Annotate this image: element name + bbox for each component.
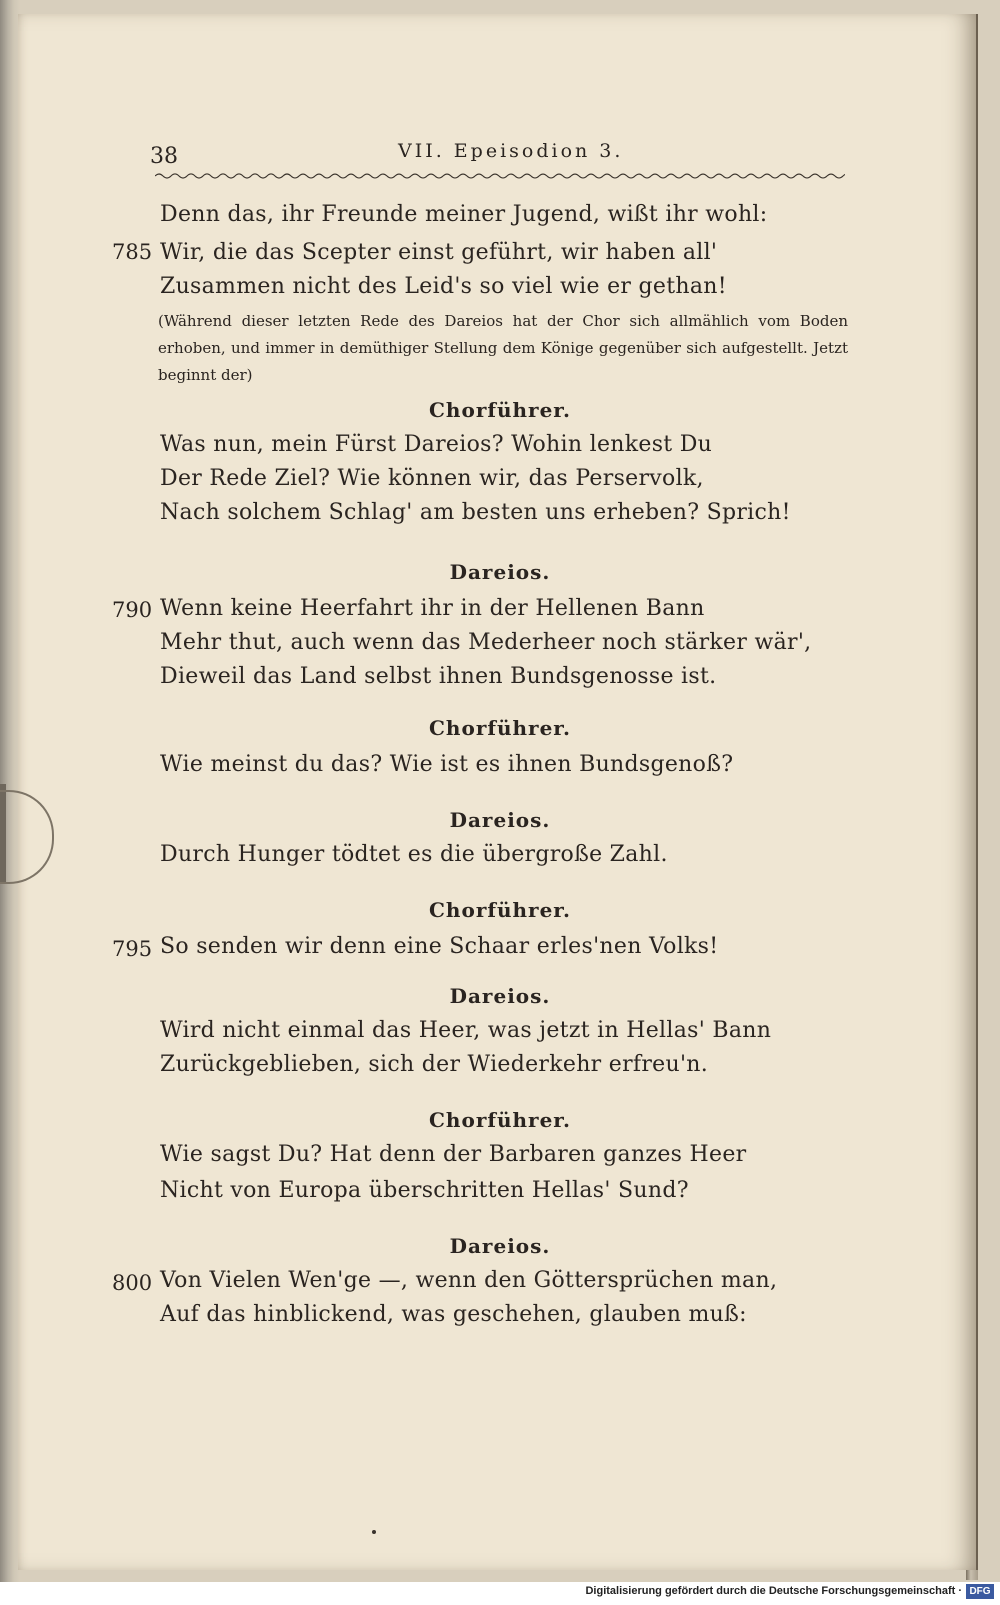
verse-line: Wie sagst Du? Hat denn der Barbaren ganzes Heer xyxy=(160,1142,747,1167)
speaker-name: Dareios. xyxy=(449,560,551,584)
speaker-name: Dareios. xyxy=(449,808,551,832)
line-number: 795 xyxy=(112,937,153,961)
ink-speck xyxy=(372,1530,376,1534)
verse-line: Denn das, ihr Freunde meiner Jugend, wißt ihr wohl: xyxy=(160,202,768,227)
page-number: 38 xyxy=(150,144,178,169)
verse-line: Durch Hunger tödtet es die übergroße Zahl. xyxy=(160,842,668,867)
verse-line: Nicht von Europa überschritten Hellas' Sund? xyxy=(160,1178,689,1203)
verse-line: Nach solchem Schlag' am besten uns erheben? Sprich! xyxy=(160,500,791,525)
footer-credit: Digitalisierung gefördert durch die Deutsche Forschungsgemeinschaft · xyxy=(585,1585,962,1597)
verse-line: Von Vielen Wen'ge —, wenn den Göttersprüchen man, xyxy=(160,1268,778,1293)
line-number: 800 xyxy=(112,1271,153,1295)
verse-line: Zurückgeblieben, sich der Wiederkehr erfreu'n. xyxy=(160,1052,709,1077)
line-number: 785 xyxy=(112,240,153,264)
verse-line: Was nun, mein Fürst Dareios? Wohin lenkest Du xyxy=(160,432,713,457)
speaker-name: Dareios. xyxy=(449,1234,551,1258)
verse-line: Der Rede Ziel? Wie können wir, das Perservolk, xyxy=(160,466,704,491)
verse-line: So senden wir denn eine Schaar erles'nen Volks! xyxy=(160,934,719,959)
verse-line: Wie meinst du das? Wie ist es ihnen Bundsgenoß? xyxy=(160,752,734,777)
speaker-name: Dareios. xyxy=(449,984,551,1008)
speaker-name: Chorführer. xyxy=(429,1108,571,1132)
header-ornament-rule xyxy=(155,170,845,182)
speaker-name: Chorführer. xyxy=(429,716,571,740)
speaker-name: Chorführer. xyxy=(429,398,571,422)
verse-line: Wird nicht einmal das Heer, was jetzt in Hellas' Bann xyxy=(160,1018,772,1043)
running-title: VII. Epeisodion 3. xyxy=(398,140,624,162)
verse-line: Mehr thut, auch wenn das Mederheer noch stärker wär', xyxy=(160,630,812,655)
line-number: 790 xyxy=(112,598,153,622)
dfg-logo: DFG xyxy=(966,1584,994,1599)
verse-line: Wenn keine Heerfahrt ihr in der Hellenen Bann xyxy=(160,596,705,621)
verse-line: Dieweil das Land selbst ihnen Bundsgenosse ist. xyxy=(160,664,717,689)
verse-line: Auf das hinblickend, was geschehen, glauben muß: xyxy=(160,1302,747,1327)
stage-direction: (Während dieser letzten Rede des Dareios hat der Chor sich allmählich vom Boden erhoben, und immer in demüthiger Stellung dem Könige gegenüber sich aufgestellt. Jetzt beginnt der) xyxy=(158,312,848,384)
verse-line: Zusammen nicht des Leid's so viel wie er gethan! xyxy=(160,274,727,299)
speaker-name: Chorführer. xyxy=(429,898,571,922)
verse-line: Wir, die das Scepter einst geführt, wir haben all' xyxy=(160,240,718,265)
